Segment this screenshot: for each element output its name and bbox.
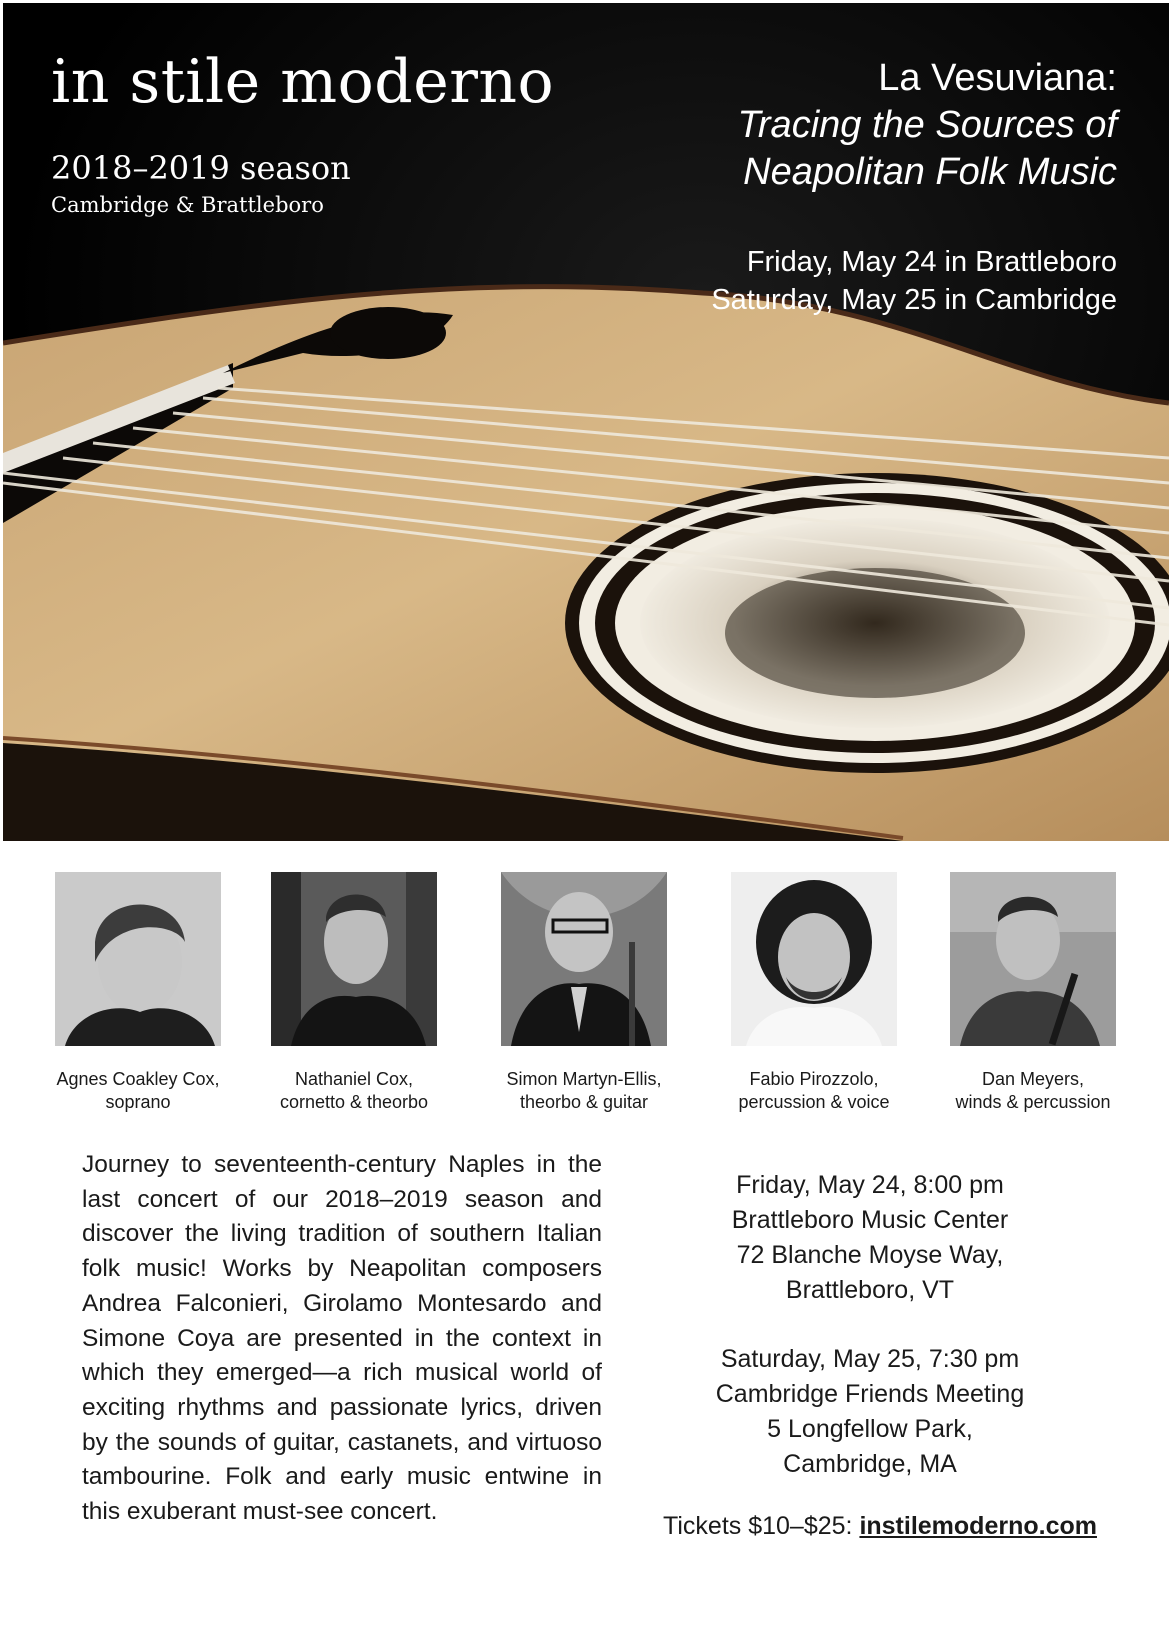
venue-datetime: Saturday, May 25, 7:30 pm [720,1345,1020,1373]
venue-city: Cambridge, MA [783,1450,957,1478]
hero-date-cambridge: Saturday, May 25 in Cambridge [711,284,1117,316]
venue-address: 72 Blanche Moyse Way, [736,1241,1004,1269]
performer-list [0,872,1172,1112]
performer-card [239,872,469,1114]
performer-name: Agnes Coakley Cox, [56,1069,220,1089]
performer-photo [950,872,1116,1046]
concert-subtitle-line1: Tracing the Sources of [737,104,1117,146]
concert-title [738,55,1117,196]
performer-name: Simon Martyn-Ellis, [506,1069,662,1089]
performer-photo [501,872,667,1046]
performer-role: cornetto & theorbo [279,1092,429,1112]
performer-name: Dan Meyers, [981,1069,1085,1089]
hero-date-brattleboro: Friday, May 24 in Brattleboro [746,246,1117,278]
performer-card [23,872,253,1114]
performer-photo [271,872,437,1046]
venue-city: Brattleboro, VT [785,1276,955,1304]
performer-role: soprano [105,1092,171,1112]
hero-banner [3,3,1169,841]
performer-photo [731,872,897,1046]
venue-address: 5 Longfellow Park, [767,1415,973,1443]
season-locations: Cambridge & Brattleboro [51,193,324,217]
venue-brattleboro [660,1168,1080,1308]
performer-card [469,872,699,1114]
concert-title-main: La Vesuviana: [878,57,1117,99]
performer-name: Fabio Pirozzolo, [749,1069,879,1089]
concert-description: Journey to seventeenth-century Naples in the last concert of our 2018–2019 season and discover the living tradition of southern Italian folk music! Works by Neapolitan composers Andrea Falconieri, Girolamo Montesardo and Simone Coya are presented in the context in which they emerged—a rich musical world of exciting rhythms and passionate lyrics, driven by the sounds of guitar, castanets, and virtuoso tambourine. Folk and early music entwine in this exuberant must-see concert. [82,1151,602,1526]
performer-role: winds & percussion [955,1092,1111,1112]
concert-subtitle-line2: Neapolitan Folk Music [743,151,1117,193]
performer-card [699,872,929,1114]
venue-name: Brattleboro Music Center [731,1206,1009,1234]
hero-dates [711,243,1117,319]
venue-name: Cambridge Friends Meeting [715,1380,1025,1408]
tickets-link[interactable]: instilemoderno.com [859,1512,1097,1540]
tickets-label: Tickets $10–$25: [663,1512,853,1540]
performer-name: Nathaniel Cox, [294,1069,414,1089]
ensemble-name: in stile moderno [51,47,555,117]
performer-photo [55,872,221,1046]
tickets-line [640,1512,1120,1541]
venue-datetime: Friday, May 24, 8:00 pm [736,1171,1004,1199]
performer-role: theorbo & guitar [519,1092,649,1112]
performer-card [918,872,1148,1114]
performer-role: percussion & voice [738,1092,890,1112]
venue-cambridge [660,1342,1080,1482]
season-label: 2018–2019 season [51,149,351,187]
